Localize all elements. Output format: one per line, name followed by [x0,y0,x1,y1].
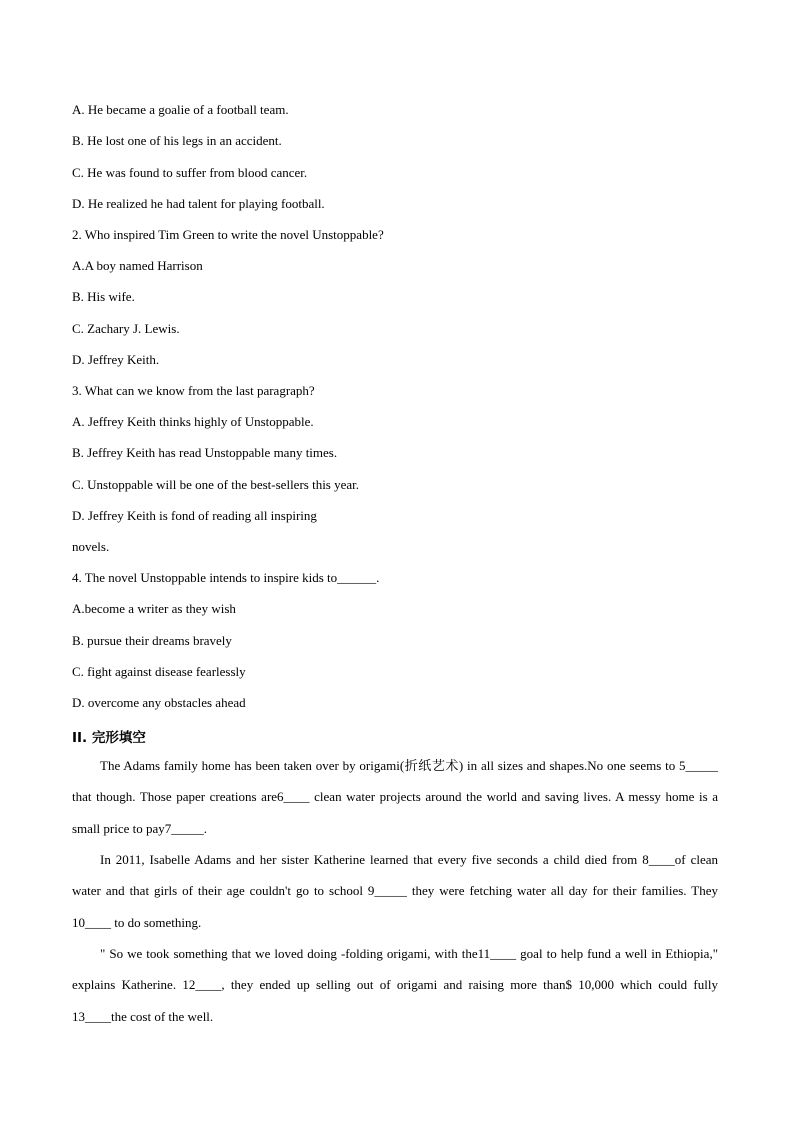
q2-question: 2. Who inspired Tim Green to write the novel Unstoppable? [72,227,384,242]
q2-option-b: B. His wife. [72,289,135,304]
cloze-paragraph-2: In 2011, Isabelle Adams and her sister Katherine learned that every five seconds a child died from 8____of clean water and that girls of their age couldn't go to school 9_____ they were fetching water all day for their families. They 10____ to do something. [72,852,718,930]
q3-option-a: A. Jeffrey Keith thinks highly of Unstoppable. [72,414,314,429]
q4-option-c: C. fight against disease fearlessly [72,664,246,679]
q2-option-d: D. Jeffrey Keith. [72,352,160,367]
q3-option-b: B. Jeffrey Keith has read Unstoppable many times. [72,445,338,460]
q4-option-d: D. overcome any obstacles ahead [72,695,246,710]
q3-option-d-continued: novels. [72,539,110,554]
q2-option-a: A.A boy named Harrison [72,258,203,273]
cloze-paragraph-1: The Adams family home has been taken over by origami(折纸艺术) in all sizes and shapes.No one seems to 5_____ that though. Those paper creations are6____ clean water projects around the world and saving lives. A messy home is a small price to pay7_____. [72,758,718,836]
q3-option-d: D. Jeffrey Keith is fond of reading all inspiring [72,508,317,523]
q1-option-c: C. He was found to suffer from blood cancer. [72,165,308,180]
section-heading: II. 完形填空 [72,730,146,746]
q3-option-c: C. Unstoppable will be one of the best-sellers this year. [72,477,360,492]
q1-option-d: D. He realized he had talent for playing football. [72,196,325,211]
q3-question: 3. What can we know from the last paragraph? [72,383,315,398]
cloze-paragraph-3: " So we took something that we loved doing -folding origami, with the11____ goal to help fund a well in Ethiopia," explains Katherine. 12____, they ended up selling out of origami and raising more than$ 10,000 which could fully 13____the cost of the well. [72,946,718,1024]
q4-option-b: B. pursue their dreams bravely [72,633,232,648]
q1-option-a: A. He became a goalie of a football team. [72,102,289,117]
q4-option-a: A.become a writer as they wish [72,601,236,616]
q2-option-c: C. Zachary J. Lewis. [72,321,180,336]
q4-question: 4. The novel Unstoppable intends to inspire kids to______. [72,570,380,585]
q1-option-b: B. He lost one of his legs in an accident. [72,133,282,148]
